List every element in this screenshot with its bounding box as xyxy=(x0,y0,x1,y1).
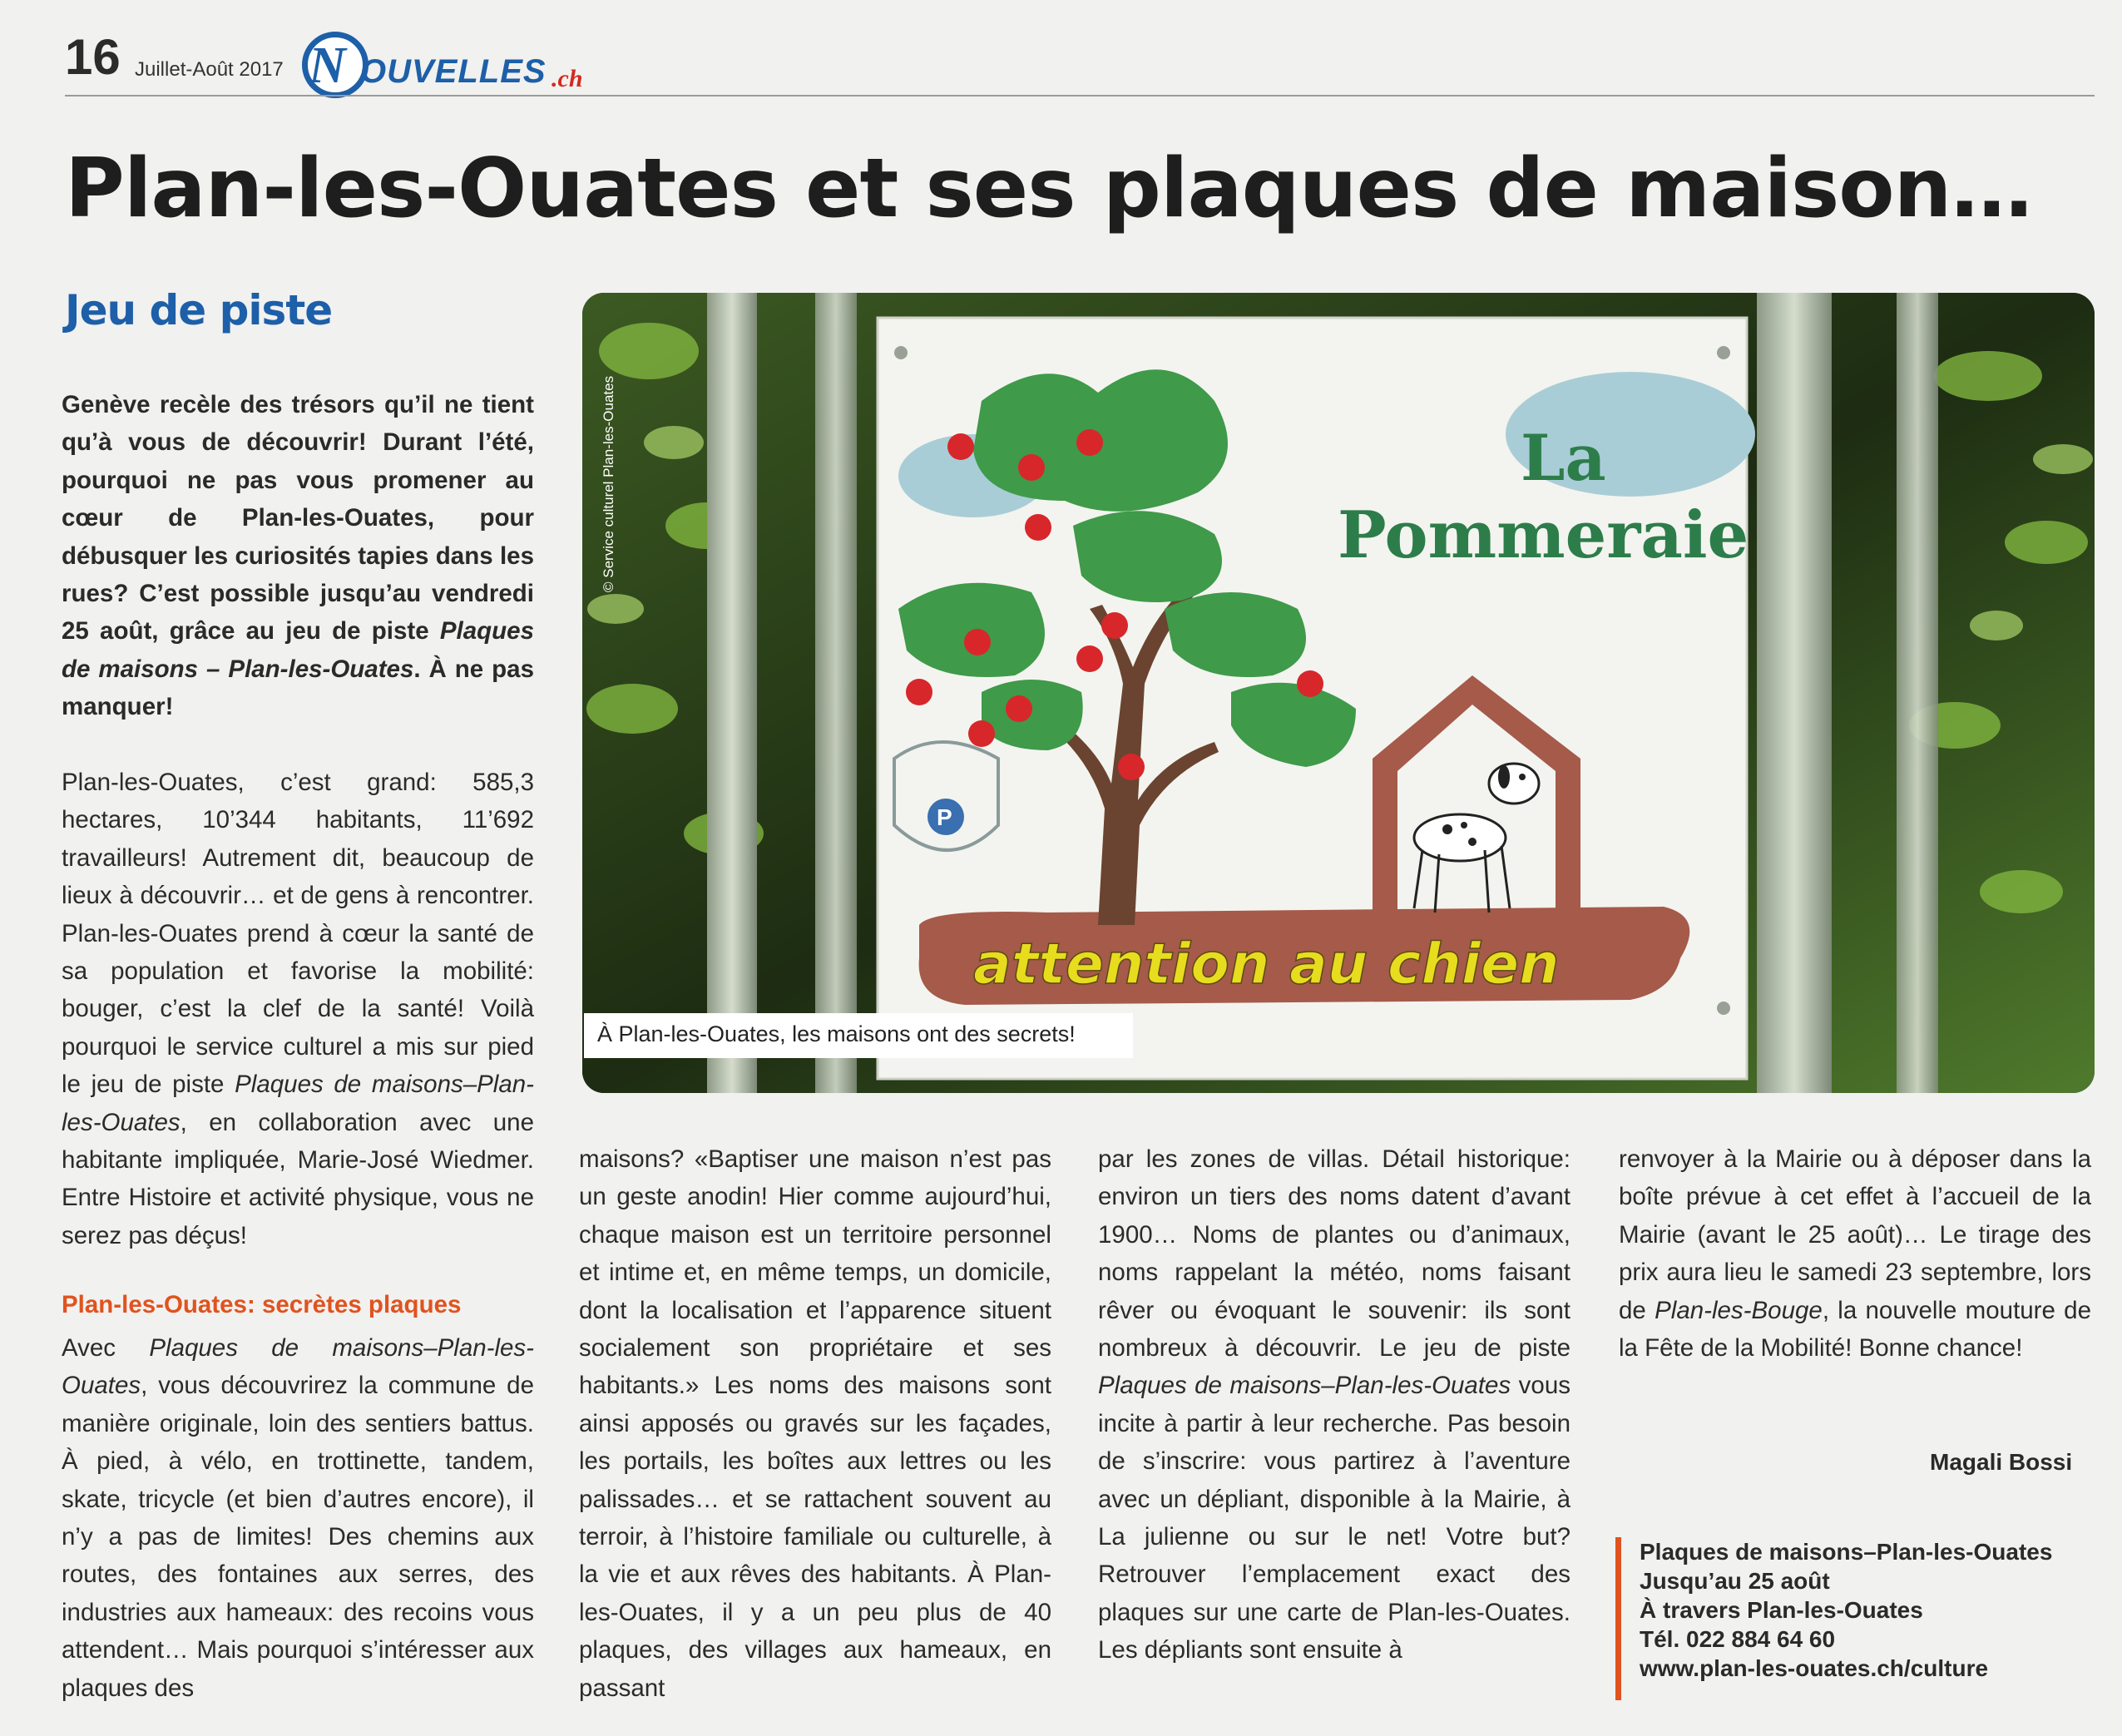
paragraph-1-text: Plan-les-Ouates, c’est grand: 585,3 hectares, 10’344 habitants, 11’692 travailleurs! Autrement dit, beaucoup de lieux à découvrir… et de gens à rencontrer. Plan-les-Ouates prend à cœur la santé de sa population et favorise la mobilité: bouger, c’est la clef de la santé! Voilà pourquoi le service culturel a mis sur pied le jeu de piste xyxy=(62,769,534,1099)
lead-paragraph xyxy=(62,386,534,726)
column-2-text: maisons? «Baptiser une maison n’est pas un geste anodin! Hier comme aujourd’hui, chaque maison est un territoire personnel et intime et, en même temps, un domicile, dont la localisation et l’apparence situent socialement son propriétaire et ses habitants.» Les noms des maisons sont ainsi apposés ou gravés sur les façades, les portails, les boîtes aux lettres ou les palissades… et se rattachent souvent au terroir, à l’histoire familiale ou culturelle, à la vie et aux rêves des habitants. À Plan-les-Ouates, il y a un peu plus de 40 plaques, des villages aux hameaux, en passant xyxy=(579,1145,1051,1702)
photo-illustration xyxy=(582,293,2095,1093)
column-2 xyxy=(579,1140,1051,1707)
photo-caption: À Plan-les-Ouates, les maisons ont des secrets! xyxy=(584,1013,1133,1058)
column-3-paragraph xyxy=(1098,1140,1570,1669)
column-3-italic: Plaques de maisons–Plan-les-Ouates xyxy=(1098,1372,1511,1400)
sign-title-line-1: La xyxy=(1521,421,1606,495)
column-4-text: renvoyer à la Mairie ou à déposer dans la boîte prévue à cet effet à l’accueil de la Mairie (avant le 25 août)… Le tirage des prix aura lieu le samedi 23 septembre, lors de xyxy=(1619,1145,2091,1324)
article-photo xyxy=(582,293,2095,1093)
column-4-paragraph xyxy=(1619,1140,2091,1367)
paragraph-2-text: Avec xyxy=(62,1334,150,1362)
author-byline: Magali Bossi xyxy=(1930,1449,2073,1475)
photo-credit xyxy=(601,309,631,592)
info-location: À travers Plan-les-Ouates xyxy=(1640,1597,1923,1623)
paragraph-1-end: , en collaboration avec une habitante impliquée, Marie-José Wiedmer. Entre Histoire et activité physique, vous ne serez pas déçus! xyxy=(62,1108,534,1249)
column-4-end: , la nouvelle mouture de la Fête de la Mobilité! Bonne chance! xyxy=(1619,1296,2091,1363)
column-1-section xyxy=(62,1329,534,1707)
event-info-box xyxy=(1615,1537,2098,1700)
publication-logo xyxy=(302,32,651,98)
section-heading: Plan-les-Ouates: secrètes plaques xyxy=(62,1291,462,1318)
paragraph-2-end: , vous découvrirez la commune de manière originale, loin des sentiers battus. À pied, à vélo, en trottinette, tandem, skate, tricycle (et bien d’autres encore), il n’y a pas de limites! Des chemins aux routes, des fontaines aux serres, des industries aux hameaux: des recoins vous attendent… Mais pourquoi s’intéresser aux plaques des xyxy=(62,1372,534,1702)
issue-date: Juillet-Août 2017 xyxy=(135,58,284,81)
info-website: www.plan-les-ouates.ch/culture xyxy=(1640,1655,1989,1681)
page-number: 16 xyxy=(65,29,121,85)
info-event-name: Plaques de maisons–Plan-les-Ouates xyxy=(1640,1539,2053,1565)
column-4-italic: Plan-les-Bouge xyxy=(1655,1296,1823,1324)
badge-letter: P xyxy=(937,804,952,830)
logo-initial: N xyxy=(309,37,346,94)
page-header xyxy=(65,23,2095,98)
info-phone: Tél. 022 884 64 60 xyxy=(1640,1626,1836,1652)
info-dates: Jusqu’au 25 août xyxy=(1640,1568,1830,1594)
sign-warning-text: attention au chien xyxy=(973,932,1560,997)
paragraph-1 xyxy=(62,764,534,1254)
column-3 xyxy=(1098,1140,1570,1669)
sign-title-line-2: Pommeraie xyxy=(1338,497,1749,573)
column-1 xyxy=(62,386,534,726)
column-4 xyxy=(1619,1140,2091,1367)
logo-wordmark: OUVELLES xyxy=(360,53,547,90)
article-subtitle: Jeu de piste xyxy=(65,286,333,334)
paragraph-2 xyxy=(62,1329,534,1707)
logo-domain: .ch xyxy=(552,65,583,92)
header-divider xyxy=(65,95,2095,96)
paragraph-1-italic: Plaques de maisons–Plan-les-Ouates xyxy=(62,1071,534,1136)
article-title: Plan-les-Ouates et ses plaques de maison… xyxy=(65,141,2032,236)
lead-italic-title: Plaques de maisons – Plan-les-Ouates xyxy=(62,617,534,683)
column-3-end: vous incite à partir à leur recherche. Pas besoin de s’inscrire: vous partirez à l’aventure avec un dépliant, disponible à la Mairie, à La julienne ou sur le net! Votre but? Retrouver l’emplacement exact des plaques sur une carte de Plan-les-Ouates. Les dépliants sont ensuite à xyxy=(1098,1372,1570,1664)
photo-credit-text: © Service culturel Plan-les-Ouates xyxy=(601,375,616,592)
column-1-body xyxy=(62,764,534,1254)
column-3-text: par les zones de villas. Détail historique: environ un tiers des noms datent d’avant 1900… Noms de plantes ou d’animaux, noms rappelant la météo, noms faisant rêver ou évoquant le souvenir: ils sont nombreux à découvrir. Le jeu de piste xyxy=(1098,1145,1570,1363)
paragraph-2-italic: Plaques de maisons–Plan-les-Ouates xyxy=(62,1334,534,1400)
lead-text: Genève recèle des trésors qu’il ne tient qu’à vous de découvrir! Durant l’été, pourquoi ne pas vous promener au cœur de Plan-les-Ouates, pour débusquer les curiosités tapies dans les rues? C’est possible jusqu’au vendredi 25 août, grâce au jeu de piste xyxy=(62,391,534,645)
lead-end: . À ne pas manquer! xyxy=(62,655,534,721)
